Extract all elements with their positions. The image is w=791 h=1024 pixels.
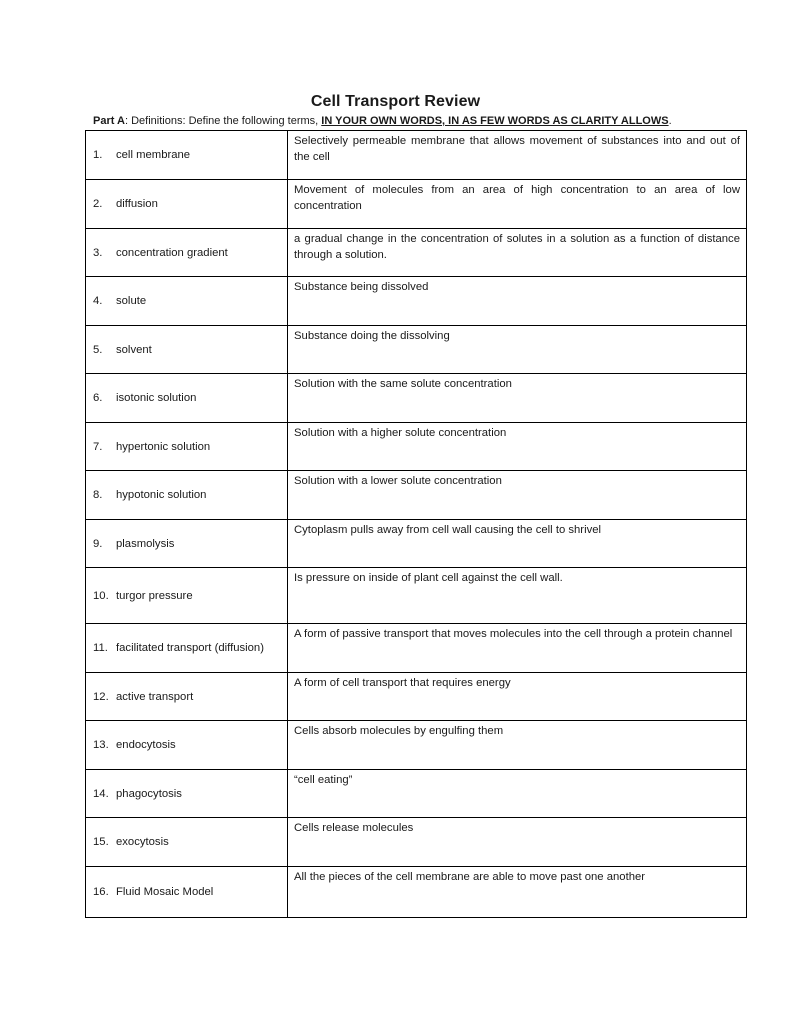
term-cell [86,673,288,721]
table-row [86,624,747,673]
term-label: cell membrane [116,149,191,161]
term-label: active transport [116,690,194,703]
term-cell [86,624,288,673]
term-cell [86,131,288,180]
term-label: solute [116,295,147,307]
table-row [86,423,747,471]
term-cell [86,818,288,867]
term-label: Fluid Mosaic Model [116,886,214,898]
term-label: plasmolysis [116,537,175,550]
term-label: turgor pressure [116,589,193,602]
term-cell [86,229,288,277]
term-label: facilitated transport (diffusion) [116,642,264,654]
table-row [86,374,747,423]
term-number: 10. [93,589,109,602]
term-number: 16. [93,886,109,898]
term-number: 12. [93,690,109,703]
term-cell [86,721,288,770]
table-row [86,131,747,180]
part-label: Part A [93,115,125,127]
instructions-text: : Definitions: Define the following terms, [125,115,322,127]
term-label: concentration gradient [116,246,228,259]
definition-cell[interactable]: Substance being dissolved [288,277,747,326]
term-number: 3. [93,246,103,259]
instructions-end: . [668,115,672,127]
definition-cell[interactable]: Cells absorb molecules by engulfing them [288,721,747,770]
term-number: 6. [93,392,103,404]
definition-cell[interactable]: Solution with a higher solute concentration [288,423,747,471]
term-number: 4. [93,295,103,307]
term-label: hypotonic solution [116,489,207,501]
term-cell [86,471,288,520]
term-number: 13. [93,739,109,751]
definition-cell[interactable]: Cytoplasm pulls away from cell wall causing the cell to shrivel [288,520,747,568]
table-row [86,520,747,568]
definition-cell[interactable]: Solution with the same solute concentration [288,374,747,423]
definition-cell[interactable]: A form of cell transport that requires energy [288,673,747,721]
term-label: isotonic solution [116,392,197,404]
term-cell [86,770,288,818]
table-row [86,673,747,721]
definition-cell[interactable]: All the pieces of the cell membrane are able to move past one another [288,867,747,918]
definitions-table [85,130,747,918]
term-cell [86,867,288,918]
definition-cell[interactable]: a gradual change in the concentration of solutes in a solution as a function of distance through a solution. [288,229,747,277]
table-row [86,471,747,520]
definition-cell[interactable]: Substance doing the dissolving [288,326,747,374]
term-number: 11. [93,642,108,654]
term-cell [86,374,288,423]
term-cell [86,520,288,568]
definition-cell[interactable]: Cells release molecules [288,818,747,867]
table-row [86,568,747,624]
definition-cell[interactable]: “cell eating” [288,770,747,818]
table-row [86,277,747,326]
term-number: 14. [93,787,109,800]
term-number: 2. [93,198,103,210]
term-label: solvent [116,343,152,356]
instructions-emphasis: IN YOUR OWN WORDS, IN AS FEW WORDS AS CLARITY ALLOWS [321,115,669,127]
term-label: diffusion [116,198,158,210]
definition-cell[interactable]: Movement of molecules from an area of high concentration to an area of low concentration [288,180,747,229]
term-number: 15. [93,836,109,848]
table-row [86,229,747,277]
table-row [86,818,747,867]
table-row [86,721,747,770]
term-cell [86,180,288,229]
term-cell [86,423,288,471]
definition-cell[interactable]: A form of passive transport that moves molecules into the cell through a protein channel [288,624,747,673]
term-number: 9. [93,537,103,550]
table-row [86,326,747,374]
term-label: phagocytosis [116,787,182,800]
term-number: 7. [93,440,103,453]
term-cell [86,568,288,624]
definition-cell[interactable]: Solution with a lower solute concentration [288,471,747,520]
term-label: endocytosis [116,739,176,751]
table-row [86,867,747,918]
instructions [93,115,672,127]
table-row [86,770,747,818]
term-cell [86,277,288,326]
term-cell [86,326,288,374]
page-title: Cell Transport Review [310,93,481,110]
term-number: 1. [93,149,103,161]
definition-cell[interactable]: Selectively permeable membrane that allows movement of substances into and out of the cell [288,131,747,180]
term-label: hypertonic solution [116,440,211,453]
definition-cell[interactable]: Is pressure on inside of plant cell against the cell wall. [288,568,747,624]
term-label: exocytosis [116,836,169,848]
term-number: 5. [93,343,103,356]
table-row [86,180,747,229]
term-number: 8. [93,489,103,501]
